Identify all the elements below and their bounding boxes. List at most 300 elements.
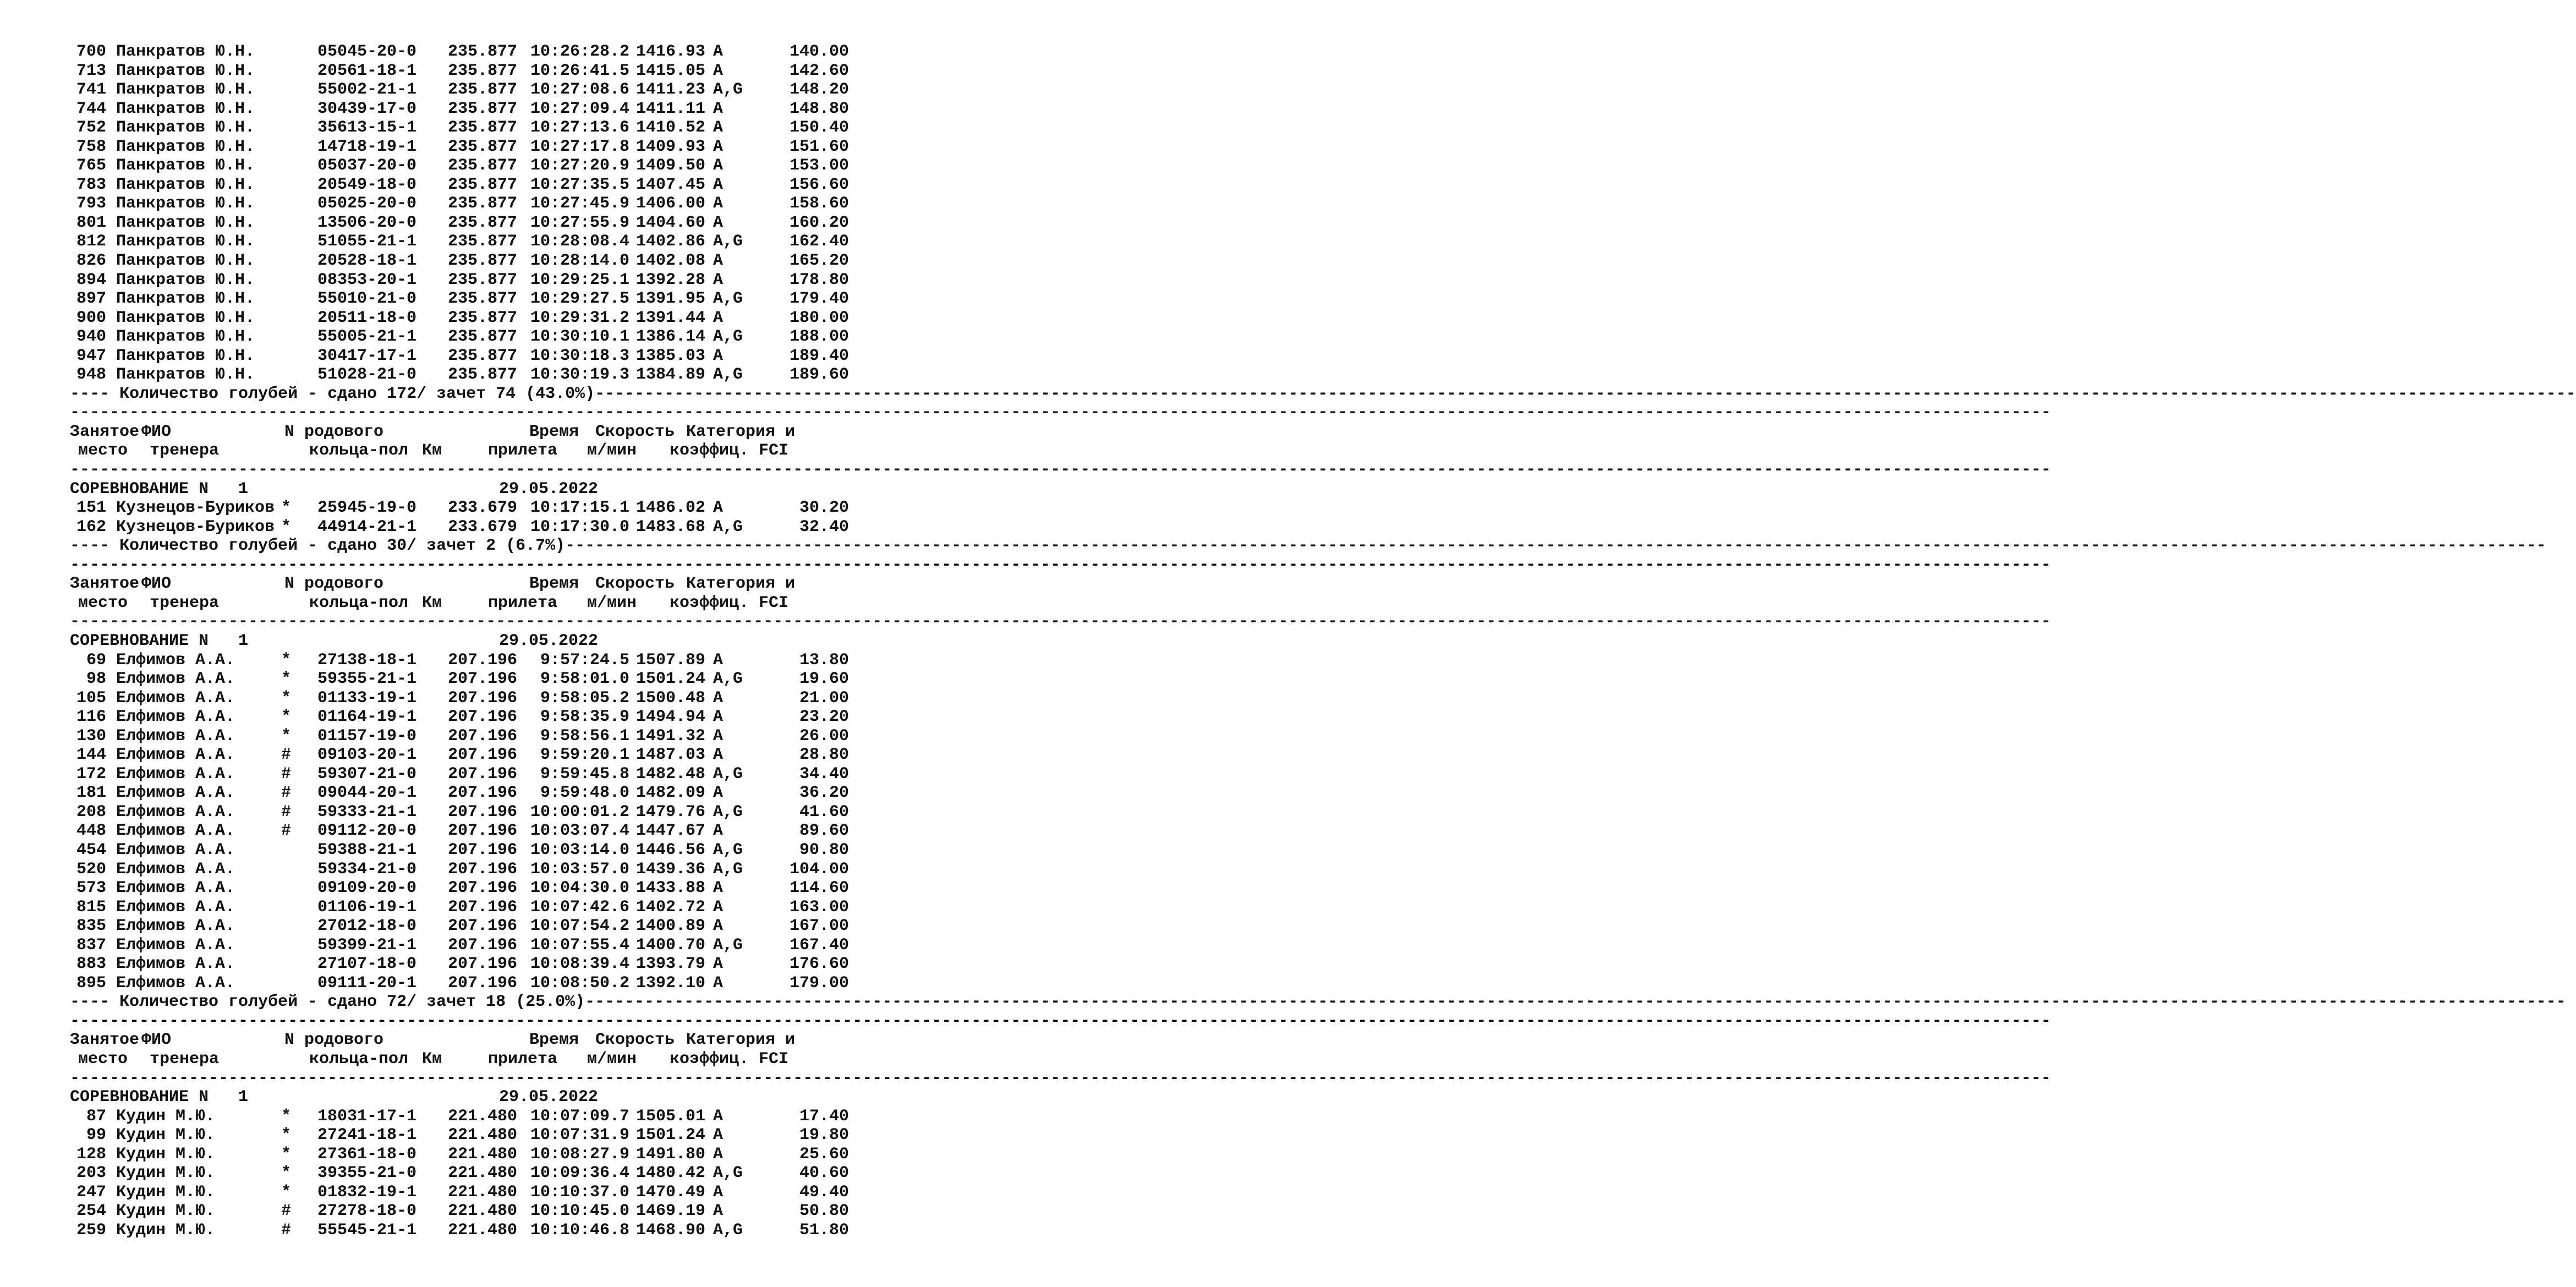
ring-cell: 09112-20-0 (317, 822, 417, 841)
competition-date: 29.05.2022 (499, 479, 599, 499)
trainer-name-cell: Панкратов Ю.Н. (116, 346, 255, 365)
place-cell: 826 (76, 251, 106, 271)
competition-label: СОРЕВНОВАНИЕ N 1 (70, 631, 249, 650)
trainer-name-cell: Кудин М.Ю. (116, 1144, 216, 1164)
result-row (70, 100, 895, 119)
trainer-name-cell: Елфимов А.А. (116, 746, 235, 765)
fci-coef-cell: 89.60 (799, 822, 849, 841)
ring-cell: 27278-18-0 (317, 1202, 417, 1221)
category-cell: A (713, 156, 724, 176)
km-cell: 207.196 (448, 840, 518, 859)
place-cell: 793 (76, 194, 106, 213)
place-cell: 247 (76, 1182, 106, 1202)
ring-cell: 20511-18-0 (317, 308, 417, 327)
trainer-name-cell: Кудин М.Ю. (116, 1107, 216, 1126)
result-row (70, 118, 895, 138)
km-cell: 221.480 (448, 1144, 518, 1164)
result-row (70, 156, 895, 176)
result-row (70, 651, 895, 670)
ring-cell: 59399-21-1 (317, 935, 417, 955)
km-cell: 235.877 (448, 251, 518, 271)
separator-line: -------------------------------------------------------------------------------------------------------------------------------------------------------------------------------------------------------- (70, 1011, 2051, 1031)
arrival-time-cell: 10:10:45.0 (530, 1202, 629, 1221)
arrival-time-cell: 10:17:30.0 (530, 517, 629, 536)
col-km-label-2: Км (422, 593, 442, 612)
result-row (70, 138, 895, 157)
trainer-name-cell: Панкратов Ю.Н. (116, 194, 255, 213)
speed-cell: 1446.56 (636, 840, 706, 859)
ring-cell: 20561-18-1 (317, 61, 417, 80)
category-cell: A (713, 708, 724, 727)
trainer-name-cell: Елфимов А.А. (116, 879, 235, 898)
mark-cell: * (281, 708, 292, 727)
col-category-label: Категория и (686, 574, 796, 594)
category-cell: A,G (713, 1164, 743, 1183)
trainer-name-cell: Кудин М.Ю. (116, 1202, 216, 1221)
fci-coef-cell: 188.00 (789, 327, 849, 347)
trainer-name-cell: Панкратов Ю.Н. (116, 365, 255, 385)
mark-cell: # (281, 802, 292, 822)
speed-cell: 1482.09 (636, 784, 706, 803)
ring-cell: 13506-20-0 (317, 213, 417, 232)
km-cell: 207.196 (448, 859, 518, 879)
trainer-name-cell: Елфимов А.А. (116, 650, 235, 670)
mark-cell: * (281, 1182, 292, 1202)
arrival-time-cell: 10:27:08.6 (530, 80, 629, 100)
km-cell: 207.196 (448, 802, 518, 822)
category-cell: A,G (713, 517, 743, 536)
result-row (70, 518, 895, 537)
fci-coef-cell: 160.20 (789, 213, 849, 232)
speed-cell: 1406.00 (636, 194, 706, 213)
arrival-time-cell: 10:27:55.9 (530, 213, 629, 232)
place-cell: 948 (76, 365, 106, 385)
arrival-time-cell: 10:27:20.9 (530, 156, 629, 176)
fci-coef-cell: 19.80 (799, 1126, 849, 1145)
km-cell: 221.480 (448, 1164, 518, 1183)
place-cell: 448 (76, 822, 106, 841)
category-cell: A (713, 61, 724, 80)
mark-cell: * (281, 670, 292, 689)
speed-cell: 1501.24 (636, 1126, 706, 1145)
fci-coef-cell: 178.80 (789, 270, 849, 289)
col-place-label: Занятое (70, 1031, 140, 1050)
fci-coef-cell: 151.60 (789, 137, 849, 156)
km-cell: 235.877 (448, 99, 518, 118)
col-place-label: Занятое (70, 574, 140, 594)
competition-label: СОРЕВНОВАНИЕ N 1 (70, 479, 249, 499)
km-cell: 235.877 (448, 61, 518, 80)
arrival-time-cell: 10:07:09.7 (530, 1107, 629, 1126)
competition-label: СОРЕВНОВАНИЕ N 1 (70, 1088, 249, 1107)
result-row (70, 936, 895, 955)
fci-coef-cell: 167.00 (789, 917, 849, 936)
arrival-time-cell: 10:00:01.2 (530, 802, 629, 822)
km-cell: 207.196 (448, 746, 518, 765)
mark-cell: * (281, 1144, 292, 1164)
category-cell: A (713, 251, 724, 271)
ring-cell: 05025-20-0 (317, 194, 417, 213)
trainer-name-cell: Кудин М.Ю. (116, 1182, 216, 1202)
arrival-time-cell: 10:27:35.5 (530, 175, 629, 194)
result-row (70, 347, 895, 366)
category-cell: A (713, 726, 724, 746)
category-cell: A (713, 137, 724, 156)
speed-cell: 1385.03 (636, 346, 706, 365)
trainer-name-cell: Елфимов А.А. (116, 784, 235, 803)
category-cell: A (713, 118, 724, 138)
category-cell: A,G (713, 670, 743, 689)
result-row (70, 955, 895, 974)
category-cell: A (713, 784, 724, 803)
col-trainer-label: ФИО (141, 574, 172, 594)
speed-cell: 1410.52 (636, 118, 706, 138)
place-cell: 116 (76, 708, 106, 727)
fci-coef-cell: 90.80 (799, 840, 849, 859)
speed-cell: 1404.60 (636, 213, 706, 232)
category-cell: A (713, 822, 724, 841)
km-cell: 207.196 (448, 670, 518, 689)
ring-cell: 59388-21-1 (317, 840, 417, 859)
trainer-name-cell: Панкратов Ю.Н. (116, 289, 255, 309)
arrival-time-cell: 10:07:55.4 (530, 935, 629, 955)
mark-cell: # (281, 746, 292, 765)
result-row (70, 917, 895, 936)
ring-cell: 39355-21-0 (317, 1164, 417, 1183)
fci-coef-cell: 13.80 (799, 650, 849, 670)
col-trainer-label-2: тренера (150, 441, 220, 461)
ring-cell: 30417-17-1 (317, 346, 417, 365)
result-row (70, 746, 895, 765)
col-km-label-2: Км (422, 1049, 442, 1069)
fci-coef-cell: 162.40 (789, 232, 849, 251)
competition-title-row (70, 1088, 895, 1107)
category-cell: A (713, 650, 724, 670)
trainer-name-cell: Елфимов А.А. (116, 802, 235, 822)
col-place-label: Занятое (70, 422, 140, 441)
fci-coef-cell: 21.00 (799, 688, 849, 708)
trainer-name-cell: Елфимов А.А. (116, 859, 235, 879)
speed-cell: 1482.48 (636, 764, 706, 784)
km-cell: 207.196 (448, 973, 518, 993)
trainer-name-cell: Панкратов Ю.Н. (116, 327, 255, 347)
km-cell: 235.877 (448, 175, 518, 194)
trainer-name-cell: Кудин М.Ю. (116, 1126, 216, 1145)
category-cell: A (713, 917, 724, 936)
speed-cell: 1491.32 (636, 726, 706, 746)
km-cell: 235.877 (448, 156, 518, 176)
arrival-time-cell: 10:10:37.0 (530, 1182, 629, 1202)
arrival-time-cell: 9:58:35.9 (540, 708, 629, 727)
col-trainer-label: ФИО (141, 1031, 172, 1050)
speed-cell: 1491.80 (636, 1144, 706, 1164)
speed-cell: 1480.42 (636, 1164, 706, 1183)
result-row (70, 784, 895, 803)
ring-cell: 51028-21-0 (317, 365, 417, 385)
speed-cell: 1479.76 (636, 802, 706, 822)
fci-coef-cell: 150.40 (789, 118, 849, 138)
summary-line (70, 536, 2546, 556)
km-cell: 235.877 (448, 213, 518, 232)
fci-coef-cell: 28.80 (799, 746, 849, 765)
place-cell: 181 (76, 784, 106, 803)
result-row (70, 841, 895, 860)
speed-cell: 1501.24 (636, 670, 706, 689)
fci-coef-cell: 148.20 (789, 80, 849, 100)
category-cell: A (713, 973, 724, 993)
summary-line (70, 384, 2576, 404)
column-header-row-1 (70, 423, 895, 442)
km-cell: 235.877 (448, 327, 518, 347)
place-cell: 454 (76, 840, 106, 859)
place-cell: 105 (76, 688, 106, 708)
speed-cell: 1411.11 (636, 99, 706, 118)
arrival-time-cell: 10:07:54.2 (530, 917, 629, 936)
km-cell: 207.196 (448, 879, 518, 898)
ring-cell: 14718-19-1 (317, 137, 417, 156)
trainer-name-cell: Елфимов А.А. (116, 708, 235, 727)
ring-cell: 01106-19-1 (317, 897, 417, 917)
ring-cell: 59334-21-0 (317, 859, 417, 879)
category-cell: A (713, 1144, 724, 1164)
place-cell: 99 (86, 1126, 106, 1145)
fci-coef-cell: 40.60 (799, 1164, 849, 1183)
category-cell: A (713, 213, 724, 232)
summary-line (70, 993, 2566, 1012)
place-cell: 900 (76, 308, 106, 327)
category-cell: A,G (713, 80, 743, 100)
col-category-label-2: коэффиц. FCI (670, 1049, 789, 1069)
col-speed-label-2: м/мин (587, 593, 637, 612)
arrival-time-cell: 10:08:39.4 (530, 955, 629, 974)
mark-cell: * (281, 688, 292, 708)
km-cell: 235.877 (448, 308, 518, 327)
speed-cell: 1415.05 (636, 61, 706, 80)
km-cell: 207.196 (448, 955, 518, 974)
place-cell: 783 (76, 175, 106, 194)
km-cell: 207.196 (448, 726, 518, 746)
place-cell: 947 (76, 346, 106, 365)
fci-coef-cell: 176.60 (789, 955, 849, 974)
category-cell: A (713, 688, 724, 708)
result-row (70, 309, 895, 328)
ring-cell: 25945-19-0 (317, 499, 417, 518)
ring-cell: 20549-18-0 (317, 175, 417, 194)
mark-cell: * (281, 1107, 292, 1126)
col-place-label-2: место (78, 593, 128, 612)
place-cell: 172 (76, 764, 106, 784)
result-row (70, 860, 895, 879)
trainer-name-cell: Панкратов Ю.Н. (116, 232, 255, 251)
km-cell: 207.196 (448, 688, 518, 708)
speed-cell: 1505.01 (636, 1107, 706, 1126)
arrival-time-cell: 9:58:05.2 (540, 688, 629, 708)
col-ring-label: N родового (284, 1031, 384, 1050)
col-time-label: Время (529, 574, 579, 594)
separator-line: -------------------------------------------------------------------------------------------------------------------------------------------------------------------------------------------------------- (70, 612, 2051, 632)
fci-coef-cell: 180.00 (789, 308, 849, 327)
category-cell: A,G (713, 935, 743, 955)
col-time-label-2: прилета (488, 441, 558, 461)
trainer-name-cell: Кузнецов-Буриков (116, 499, 275, 518)
speed-cell: 1391.95 (636, 289, 706, 309)
ring-cell: 27012-18-0 (317, 917, 417, 936)
km-cell: 233.679 (448, 499, 518, 518)
result-row (70, 1164, 895, 1183)
category-cell: A,G (713, 859, 743, 879)
ring-cell: 05037-20-0 (317, 156, 417, 176)
fci-coef-cell: 49.40 (799, 1182, 849, 1202)
fci-coef-cell: 30.20 (799, 499, 849, 518)
col-trainer-label-2: тренера (150, 593, 220, 612)
speed-cell: 1391.44 (636, 308, 706, 327)
ring-cell: 30439-17-0 (317, 99, 417, 118)
fci-coef-cell: 179.40 (789, 289, 849, 309)
arrival-time-cell: 10:07:42.6 (530, 897, 629, 917)
competition-date: 29.05.2022 (499, 631, 599, 650)
arrival-time-cell: 10:09:36.4 (530, 1164, 629, 1183)
arrival-time-cell: 10:03:14.0 (530, 840, 629, 859)
ring-cell: 55010-21-0 (317, 289, 417, 309)
result-row (70, 213, 895, 233)
km-cell: 235.877 (448, 346, 518, 365)
fci-coef-cell: 34.40 (799, 764, 849, 784)
category-cell: A (713, 746, 724, 765)
km-cell: 221.480 (448, 1126, 518, 1145)
arrival-time-cell: 10:29:31.2 (530, 308, 629, 327)
trainer-name-cell: Панкратов Ю.Н. (116, 137, 255, 156)
summary-text: ---- Количество голубей - сдано 72/ зачет 18 (25.0%) (70, 993, 585, 1012)
place-cell: 741 (76, 80, 106, 100)
ring-cell: 35613-15-1 (317, 118, 417, 138)
trainer-name-cell: Панкратов Ю.Н. (116, 61, 255, 80)
column-header-row-2 (70, 441, 895, 461)
result-row (70, 62, 895, 81)
column-header-row-1 (70, 1031, 895, 1050)
arrival-time-cell: 10:30:10.1 (530, 327, 629, 347)
arrival-time-cell: 10:28:14.0 (530, 251, 629, 271)
km-cell: 235.877 (448, 80, 518, 100)
fci-coef-cell: 17.40 (799, 1107, 849, 1126)
speed-cell: 1500.48 (636, 688, 706, 708)
arrival-time-cell: 10:03:07.4 (530, 822, 629, 841)
category-cell: A (713, 955, 724, 974)
category-cell: A,G (713, 365, 743, 385)
place-cell: 744 (76, 99, 106, 118)
km-cell: 207.196 (448, 708, 518, 727)
category-cell: A (713, 308, 724, 327)
arrival-time-cell: 10:30:19.3 (530, 365, 629, 385)
km-cell: 235.877 (448, 232, 518, 251)
trainer-name-cell: Елфимов А.А. (116, 822, 235, 841)
category-cell: A (713, 42, 724, 61)
col-category-label-2: коэффиц. FCI (670, 593, 789, 612)
arrival-time-cell: 9:58:56.1 (540, 726, 629, 746)
speed-cell: 1433.88 (636, 879, 706, 898)
ring-cell: 59355-21-1 (317, 670, 417, 689)
trainer-name-cell: Панкратов Ю.Н. (116, 99, 255, 118)
km-cell: 235.877 (448, 289, 518, 309)
separator-line: -------------------------------------------------------------------------------------------------------------------------------------------------------------------------------------------------------- (70, 555, 2051, 574)
fci-coef-cell: 32.40 (799, 517, 849, 536)
category-cell: A (713, 346, 724, 365)
speed-cell: 1486.02 (636, 499, 706, 518)
col-ring-label: N родового (284, 574, 384, 594)
km-cell: 207.196 (448, 897, 518, 917)
arrival-time-cell: 9:59:48.0 (540, 784, 629, 803)
speed-cell: 1386.14 (636, 327, 706, 347)
summary-fill: -------------------------------------------------------------------------------------------------------------------------------------------------------------------------------------------------------- (585, 993, 2566, 1012)
fci-coef-cell: 36.20 (799, 784, 849, 803)
fci-coef-cell: 114.60 (789, 879, 849, 898)
place-cell: 765 (76, 156, 106, 176)
speed-cell: 1402.86 (636, 232, 706, 251)
trainer-name-cell: Панкратов Ю.Н. (116, 270, 255, 289)
result-row (70, 1145, 895, 1164)
result-row (70, 765, 895, 784)
place-cell: 801 (76, 213, 106, 232)
place-cell: 837 (76, 935, 106, 955)
km-cell: 207.196 (448, 650, 518, 670)
speed-cell: 1494.94 (636, 708, 706, 727)
place-cell: 98 (86, 670, 106, 689)
col-place-label-2: место (78, 441, 128, 461)
trainer-name-cell: Панкратов Ю.Н. (116, 118, 255, 138)
competition-title-row (70, 632, 895, 651)
col-ring-label-2: кольца-пол (309, 441, 409, 461)
speed-cell: 1392.10 (636, 973, 706, 993)
trainer-name-cell: Елфимов А.А. (116, 973, 235, 993)
ring-cell: 27241-18-1 (317, 1126, 417, 1145)
arrival-time-cell: 10:27:13.6 (530, 118, 629, 138)
column-header (70, 574, 895, 612)
speed-cell: 1392.28 (636, 270, 706, 289)
fci-coef-cell: 148.80 (789, 99, 849, 118)
fci-coef-cell: 51.80 (799, 1220, 849, 1240)
column-header-row-1 (70, 574, 895, 594)
place-cell: 254 (76, 1202, 106, 1221)
result-row (70, 727, 895, 746)
col-place-label-2: место (78, 1049, 128, 1069)
fci-coef-cell: 158.60 (789, 194, 849, 213)
ring-cell: 09109-20-0 (317, 879, 417, 898)
result-row (70, 708, 895, 727)
ring-cell: 55545-21-1 (317, 1220, 417, 1240)
result-row (70, 176, 895, 195)
fci-coef-cell: 156.60 (789, 175, 849, 194)
place-cell: 835 (76, 917, 106, 936)
result-row (70, 289, 895, 309)
arrival-time-cell: 9:58:01.0 (540, 670, 629, 689)
km-cell: 207.196 (448, 764, 518, 784)
km-cell: 207.196 (448, 935, 518, 955)
arrival-time-cell: 10:29:25.1 (530, 270, 629, 289)
place-cell: 520 (76, 859, 106, 879)
col-speed-label: Скорость (595, 574, 675, 594)
place-cell: 208 (76, 802, 106, 822)
mark-cell: # (281, 764, 292, 784)
col-category-label-2: коэффиц. FCI (670, 441, 789, 461)
place-cell: 883 (76, 955, 106, 974)
place-cell: 895 (76, 973, 106, 993)
speed-cell: 1468.90 (636, 1220, 706, 1240)
result-row (70, 974, 895, 993)
result-row (70, 898, 895, 917)
result-row (70, 803, 895, 822)
mark-cell: # (281, 822, 292, 841)
trainer-name-cell: Елфимов А.А. (116, 917, 235, 936)
fci-coef-cell: 50.80 (799, 1202, 849, 1221)
